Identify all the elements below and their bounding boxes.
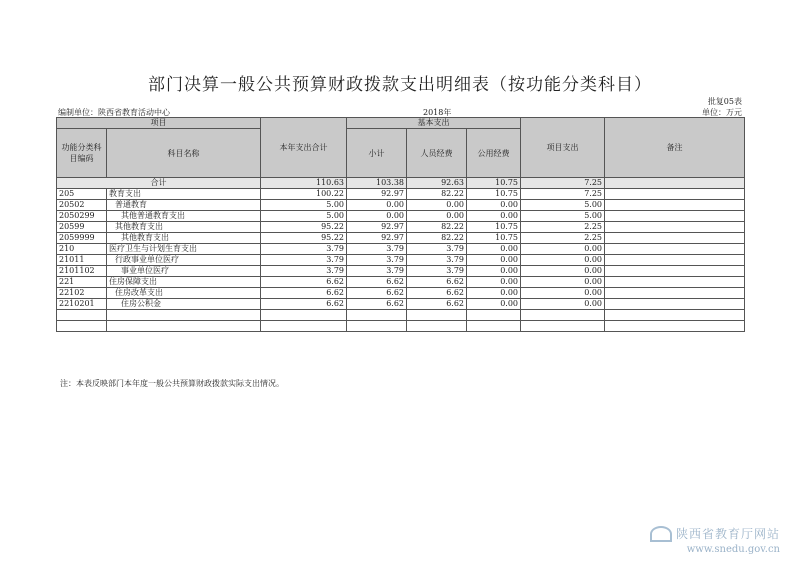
cell-subtotal: 6.62 <box>347 288 407 299</box>
cell-total: 95.22 <box>261 233 347 244</box>
empty-cell <box>107 310 261 321</box>
cell-name: 住房保障支出 <box>107 277 261 288</box>
watermark <box>650 523 780 555</box>
year-label: 2018年 <box>423 108 452 117</box>
cell-name: 其他教育支出 <box>107 233 261 244</box>
cell-code: 22102 <box>57 288 107 299</box>
cell-project: 2.25 <box>521 222 605 233</box>
cell-name: 其他教育支出 <box>107 222 261 233</box>
cell-subtotal: 0.00 <box>347 200 407 211</box>
cell-total: 3.79 <box>261 266 347 277</box>
cell-personnel: 3.79 <box>407 255 467 266</box>
cell-code: 221 <box>57 277 107 288</box>
header-row-1 <box>57 118 745 129</box>
header-personnel: 人员经费 <box>407 129 467 178</box>
empty-cell <box>261 321 347 332</box>
empty-cell <box>347 321 407 332</box>
page-title: 部门决算一般公共预算财政拨款支出明细表（按功能分类科目） <box>148 75 652 95</box>
empty-cell <box>347 310 407 321</box>
empty-cell <box>107 321 261 332</box>
cell-personnel: 6.62 <box>407 299 467 310</box>
cell-project: 0.00 <box>521 266 605 277</box>
empty-cell <box>605 310 745 321</box>
cell-name: 普通教育 <box>107 200 261 211</box>
cell-remark <box>605 189 745 200</box>
cell-remark <box>605 200 745 211</box>
empty-cell <box>57 321 107 332</box>
table-row <box>57 189 745 200</box>
swirl-logo-icon <box>650 526 672 542</box>
cell-subtotal: 92.97 <box>347 222 407 233</box>
cell-code: 2059999 <box>57 233 107 244</box>
header-remark: 备注 <box>605 118 745 178</box>
header-public: 公用经费 <box>467 129 521 178</box>
total-label: 合计 <box>57 178 261 189</box>
watermark-name: 陕西省教育厅网站 <box>675 527 780 541</box>
cell-public: 10.75 <box>467 233 521 244</box>
empty-row <box>57 321 745 332</box>
watermark-url: www.snedu.gov.cn <box>686 544 780 555</box>
header-name: 科目名称 <box>107 129 261 178</box>
header-project: 项目 <box>57 118 261 129</box>
form-number: 批复05表 <box>707 97 742 106</box>
cell-code: 20502 <box>57 200 107 211</box>
cell-code: 2050299 <box>57 211 107 222</box>
empty-cell <box>407 310 467 321</box>
cell-remark <box>605 222 745 233</box>
cell-subtotal: 3.79 <box>347 266 407 277</box>
total-subtotal: 103.38 <box>347 178 407 189</box>
empty-cell <box>407 321 467 332</box>
cell-name: 教育支出 <box>107 189 261 200</box>
total-project: 7.25 <box>521 178 605 189</box>
cell-remark <box>605 288 745 299</box>
cell-name: 其他普通教育支出 <box>107 211 261 222</box>
cell-code: 21011 <box>57 255 107 266</box>
cell-total: 5.00 <box>261 200 347 211</box>
cell-name: 住房公积金 <box>107 299 261 310</box>
cell-personnel: 6.62 <box>407 277 467 288</box>
cell-total: 5.00 <box>261 211 347 222</box>
cell-public: 0.00 <box>467 211 521 222</box>
cell-total: 6.62 <box>261 299 347 310</box>
empty-cell <box>467 321 521 332</box>
money-unit: 单位：万元 <box>702 108 742 117</box>
empty-cell <box>467 310 521 321</box>
cell-project: 0.00 <box>521 288 605 299</box>
cell-remark <box>605 266 745 277</box>
cell-personnel: 82.22 <box>407 222 467 233</box>
cell-code: 20599 <box>57 222 107 233</box>
empty-cell <box>521 310 605 321</box>
cell-project: 2.25 <box>521 233 605 244</box>
table-row <box>57 255 745 266</box>
cell-subtotal: 92.97 <box>347 189 407 200</box>
table-row <box>57 266 745 277</box>
cell-public: 0.00 <box>467 299 521 310</box>
empty-cell <box>261 310 347 321</box>
total-personnel: 92.63 <box>407 178 467 189</box>
header-total: 本年支出合计 <box>261 118 347 178</box>
cell-personnel: 82.22 <box>407 233 467 244</box>
table-row <box>57 244 745 255</box>
cell-subtotal: 3.79 <box>347 255 407 266</box>
cell-remark <box>605 211 745 222</box>
cell-public: 0.00 <box>467 266 521 277</box>
cell-project: 5.00 <box>521 211 605 222</box>
cell-project: 0.00 <box>521 255 605 266</box>
cell-total: 3.79 <box>261 244 347 255</box>
cell-code: 2101102 <box>57 266 107 277</box>
table-body <box>57 189 745 310</box>
cell-remark <box>605 255 745 266</box>
header-basic: 基本支出 <box>347 118 521 129</box>
cell-public: 0.00 <box>467 200 521 211</box>
table-row <box>57 288 745 299</box>
table-row <box>57 222 745 233</box>
cell-total: 6.62 <box>261 277 347 288</box>
cell-total: 95.22 <box>261 222 347 233</box>
meta-line <box>58 107 742 117</box>
total-public: 10.75 <box>467 178 521 189</box>
cell-name: 医疗卫生与计划生育支出 <box>107 244 261 255</box>
cell-personnel: 0.00 <box>407 211 467 222</box>
expenditure-table <box>56 117 745 332</box>
cell-name: 住房改革支出 <box>107 288 261 299</box>
cell-subtotal: 3.79 <box>347 244 407 255</box>
cell-project: 0.00 <box>521 277 605 288</box>
cell-public: 0.00 <box>467 277 521 288</box>
cell-public: 0.00 <box>467 244 521 255</box>
cell-personnel: 3.79 <box>407 266 467 277</box>
cell-name: 行政事业单位医疗 <box>107 255 261 266</box>
cell-subtotal: 6.62 <box>347 277 407 288</box>
cell-total: 100.22 <box>261 189 347 200</box>
cell-total: 6.62 <box>261 288 347 299</box>
cell-personnel: 3.79 <box>407 244 467 255</box>
empty-row <box>57 310 745 321</box>
empty-cell <box>521 321 605 332</box>
cell-subtotal: 0.00 <box>347 211 407 222</box>
cell-subtotal: 6.62 <box>347 299 407 310</box>
empty-cell <box>57 310 107 321</box>
table-row <box>57 233 745 244</box>
cell-project: 0.00 <box>521 299 605 310</box>
footnote: 注：本表反映部门本年度一般公共预算财政拨款实际支出情况。 <box>60 379 284 388</box>
cell-project: 0.00 <box>521 244 605 255</box>
cell-subtotal: 92.97 <box>347 233 407 244</box>
cell-public: 0.00 <box>467 288 521 299</box>
cell-code: 210 <box>57 244 107 255</box>
cell-code: 2210201 <box>57 299 107 310</box>
cell-public: 0.00 <box>467 255 521 266</box>
table-row <box>57 299 745 310</box>
total-remark <box>605 178 745 189</box>
header-subtotal: 小计 <box>347 129 407 178</box>
table-row <box>57 211 745 222</box>
cell-remark <box>605 277 745 288</box>
cell-remark <box>605 299 745 310</box>
empty-cell <box>605 321 745 332</box>
cell-remark <box>605 244 745 255</box>
table-row <box>57 200 745 211</box>
cell-name: 事业单位医疗 <box>107 266 261 277</box>
cell-project: 7.25 <box>521 189 605 200</box>
cell-personnel: 0.00 <box>407 200 467 211</box>
header-project-exp: 项目支出 <box>521 118 605 178</box>
table-row <box>57 277 745 288</box>
cell-total: 3.79 <box>261 255 347 266</box>
cell-public: 10.75 <box>467 222 521 233</box>
total-total: 110.63 <box>261 178 347 189</box>
cell-project: 5.00 <box>521 200 605 211</box>
cell-public: 10.75 <box>467 189 521 200</box>
cell-personnel: 82.22 <box>407 189 467 200</box>
cell-remark <box>605 233 745 244</box>
cell-personnel: 6.62 <box>407 288 467 299</box>
unit-label: 编制单位：陕西省教育活动中心 <box>58 108 170 117</box>
header-code: 功能分类科目编码 <box>57 129 107 178</box>
cell-code: 205 <box>57 189 107 200</box>
total-row <box>57 178 745 189</box>
